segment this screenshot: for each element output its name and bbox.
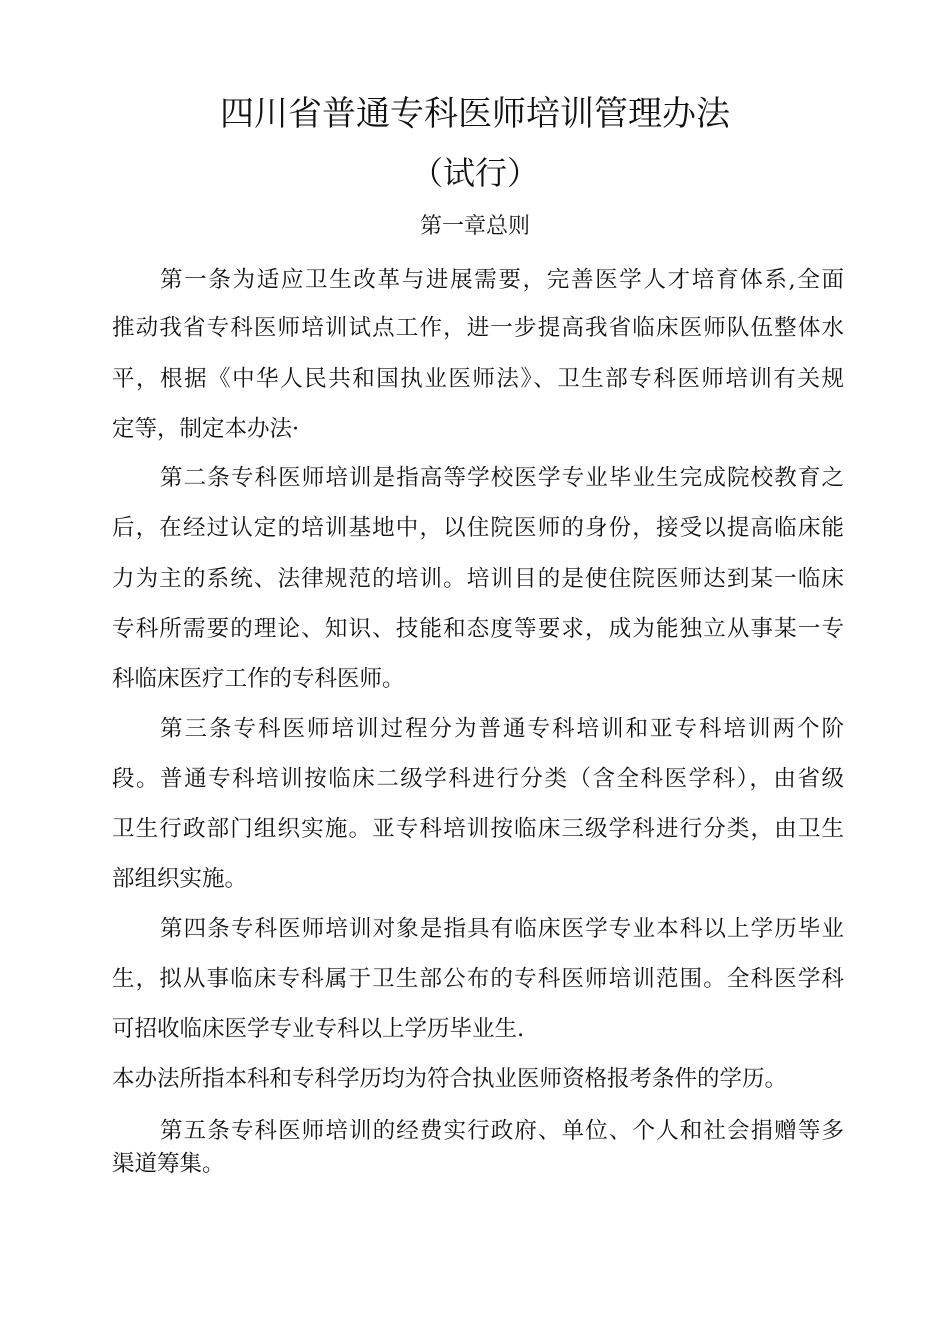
article-4-note-line: 本办法所指本科和专科学历均为符合执业医师资格报考条件的学历。 xyxy=(112,1066,788,1092)
article-2-line: 科临床医疗工作的专科医师。 xyxy=(112,666,405,692)
article-3-line: 部组织实施。 xyxy=(112,866,248,892)
document-title: 四川省普通专科医师培训管理办法 xyxy=(220,94,730,134)
article-2-line: 第二条专科医师培训是指高等学校医学专业毕业生完成院校教育之 xyxy=(160,465,844,491)
article-2-line: 后，在经过认定的培训基地中，以住院医师的身份，接受以提高临床能 xyxy=(112,515,844,541)
article-3-line: 第三条专科医师培训过程分为普通专科培训和亚专科培训两个阶 xyxy=(160,716,844,742)
article-1-line: 平，根据《中华人民共和国执业医师法》、卫生部专科医师培训有关规 xyxy=(112,366,844,392)
article-1-line: 定等，制定本办法· xyxy=(112,416,300,442)
article-1-line: 推动我省专科医师培训试点工作，进一步提高我省临床医师队伍整体水 xyxy=(112,315,844,341)
article-4-line: 第四条专科医师培训对象是指具有临床医学专业本科以上学历毕业 xyxy=(160,916,844,942)
article-4-line: 可招收临床医学专业专科以上学历毕业生. xyxy=(112,1016,525,1042)
article-4-line: 生，拟从事临床专科属于卫生部公布的专科医师培训范围。全科医学科 xyxy=(112,966,844,992)
article-5-line: 渠道筹集。 xyxy=(112,1151,225,1177)
article-5-line: 第五条专科医师培训的经费实行政府、单位、个人和社会捐赠等多 xyxy=(160,1118,844,1144)
article-2-line: 专科所需要的理论、知识、技能和态度等要求，成为能独立从事某一专 xyxy=(112,616,844,642)
chapter-heading: 第一章总则 xyxy=(419,214,530,239)
article-2-line: 力为主的系统、法律规范的培训。培训目的是使住院医师达到某一临床 xyxy=(112,566,844,592)
document-subtitle: （试行） xyxy=(410,154,539,192)
article-3-line: 卫生行政部门组织实施。亚专科培训按临床三级学科进行分类，由卫生 xyxy=(112,816,844,842)
article-3-line: 段。普通专科培训按临床二级学科进行分类（含全科医学科），由省级 xyxy=(112,766,844,792)
article-1-line: 第一条为适应卫生改革与进展需要，完善医学人才培育体系,全面 xyxy=(160,267,844,293)
